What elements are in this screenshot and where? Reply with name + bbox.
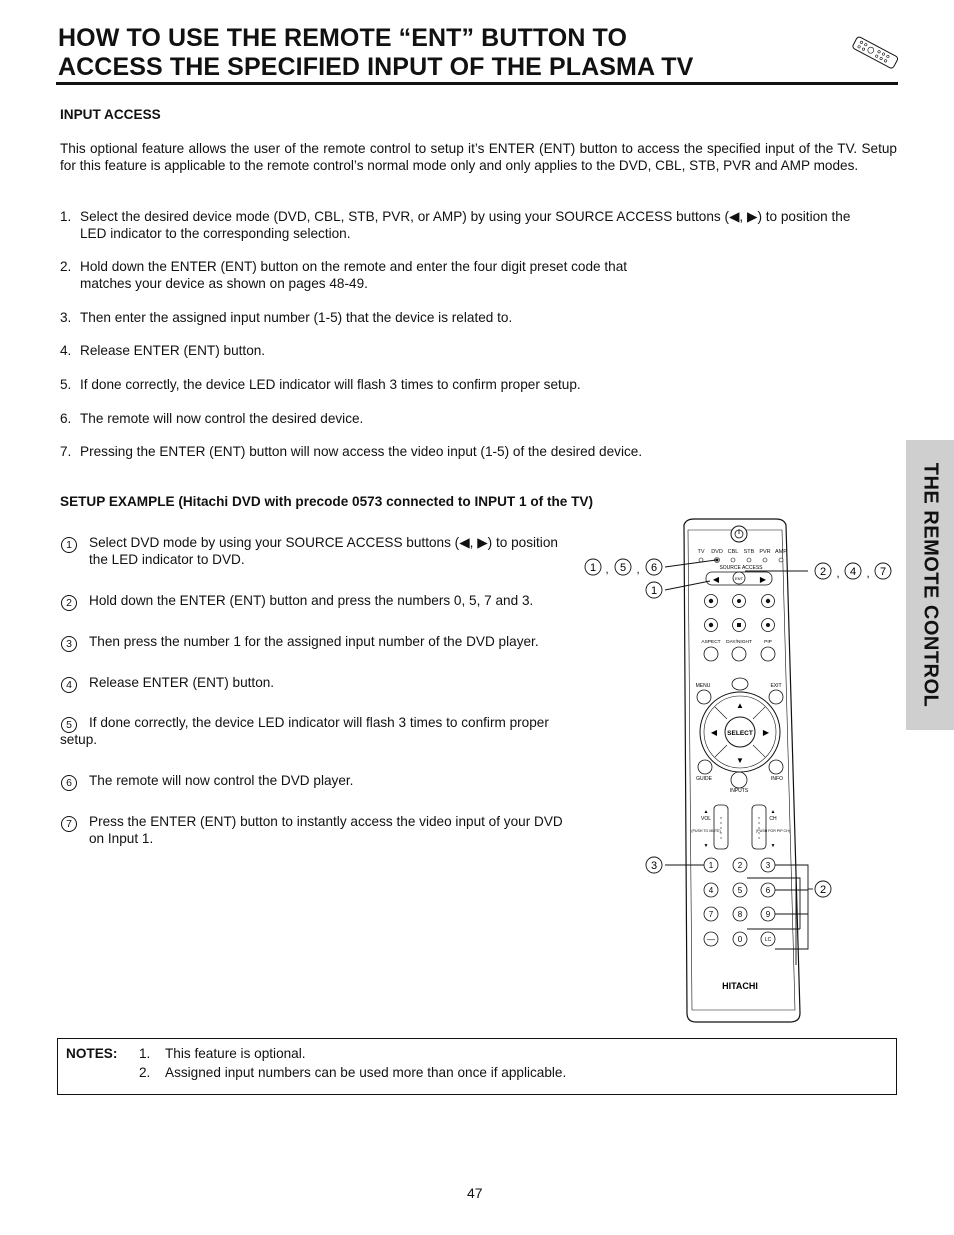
callout-badge: 7 xyxy=(879,566,887,578)
menu-label: MENU xyxy=(695,683,711,689)
step-badge: 3 xyxy=(61,636,77,652)
title-rule xyxy=(56,82,898,85)
vol-label: VOL xyxy=(700,816,712,822)
key-2: 2 xyxy=(737,861,743,870)
callout-badge: 4 xyxy=(849,566,857,578)
select-label: SELECT xyxy=(727,730,753,737)
list-item xyxy=(89,813,589,847)
step-text: Press the ENTER (ENT) button to instantly access the video input of your DVD xyxy=(89,814,563,829)
step-number: 1. xyxy=(60,209,72,224)
mode-label: PVR xyxy=(759,549,771,555)
remote-control-illustration xyxy=(575,515,905,1030)
callout-comma: , xyxy=(836,568,840,580)
svg-text:▲: ▲ xyxy=(770,809,776,815)
callout-badge: 3 xyxy=(650,860,658,872)
setup-example-heading: SETUP EXAMPLE (Hitachi DVD with precode 0573 connected to INPUT 1 of the TV) xyxy=(60,494,594,509)
mode-label: CBL xyxy=(727,549,739,555)
step-number: 7. xyxy=(60,444,72,459)
step-text: Pressing the ENTER (ENT) button will now access the video input (1-5) of the desired device. xyxy=(80,444,643,459)
vol-sublabel: (PUSH TO MUTE) xyxy=(691,829,721,833)
brand-logo: HITACHI xyxy=(722,981,758,991)
key-0: 0 xyxy=(737,935,743,944)
step-text: If done correctly, the device LED indicator will flash 3 times to confirm proper setup. xyxy=(80,377,581,392)
list-item xyxy=(60,443,900,460)
list-item xyxy=(60,309,900,326)
svg-text:◀: ◀ xyxy=(710,728,718,737)
mode-label: DVD xyxy=(711,549,723,555)
key-1: 1 xyxy=(708,861,714,870)
title-line-1: HOW TO USE THE REMOTE “ENT” BUTTON TO xyxy=(58,24,627,52)
step-number: 2. xyxy=(60,259,72,274)
svg-text:▼: ▼ xyxy=(736,756,744,765)
key-7: 7 xyxy=(708,910,714,919)
step-text-cont: on Input 1. xyxy=(89,831,154,846)
step-badge: 5 xyxy=(61,717,77,733)
day-night-label: DAY/NIGHT xyxy=(726,640,752,645)
input-access-intro: This optional feature allows the user of the remote control to setup it’s ENTER (ENT) button to access the specified input of the TV. Setup for this feature is applicable to the remote control’s normal mode only and only applies to the DVD, CBL, STB, PVR and AMP modes. xyxy=(60,141,897,173)
notes-box xyxy=(57,1038,897,1095)
key-8: 8 xyxy=(737,910,743,919)
note-text: Assigned input numbers can be used more than once if applicable. xyxy=(165,1065,567,1080)
step-text: Select the desired device mode (DVD, CBL, STB, PVR, or AMP) by using your SOURCE ACCESS buttons (◀, ▶) to position the xyxy=(80,209,851,224)
step-text-cont: LED indicator to the corresponding selection. xyxy=(80,226,351,241)
step-text: The remote will now control the DVD player. xyxy=(89,773,354,788)
list-item xyxy=(60,376,900,393)
key-5: 5 xyxy=(737,886,743,895)
callout-badge: 1 xyxy=(650,585,658,597)
key-6: 6 xyxy=(765,886,771,895)
step-text: Release ENTER (ENT) button. xyxy=(80,343,266,358)
page-title xyxy=(58,24,693,82)
key-4: 4 xyxy=(708,886,714,895)
note-text: This feature is optional. xyxy=(165,1046,306,1061)
step-text: Hold down the ENTER (ENT) button on the remote and enter the four digit preset code that xyxy=(80,259,628,274)
key-9: 9 xyxy=(765,910,771,919)
step-text-cont: setup. xyxy=(60,732,98,747)
svg-text:▲: ▲ xyxy=(703,809,709,815)
remote-thumbnail-icon xyxy=(852,28,898,78)
step-text: If done correctly, the device LED indicator will flash 3 times to confirm proper xyxy=(89,715,549,730)
step-badge: 4 xyxy=(61,677,77,693)
callout-badge: 2 xyxy=(819,566,827,578)
step-text-cont: matches your device as shown on pages 48-49. xyxy=(80,276,368,291)
step-badge: 2 xyxy=(61,595,77,611)
ent-label: ENT xyxy=(735,576,743,581)
title-line-2: ACCESS THE SPECIFIED INPUT OF THE PLASMA TV xyxy=(58,53,694,81)
list-item xyxy=(60,208,900,242)
mode-label: STB xyxy=(743,549,755,555)
step-text: Hold down the ENTER (ENT) button and press the numbers 0, 5, 7 and 3. xyxy=(89,593,534,608)
step-text: The remote will now control the desired device. xyxy=(80,411,364,426)
key-lc: LC xyxy=(764,937,772,943)
svg-text:▶: ▶ xyxy=(762,728,770,737)
ch-label: CH xyxy=(769,816,777,822)
callout-badge: 2 xyxy=(819,884,827,896)
step-text-cont: the LED indicator to DVD. xyxy=(89,552,245,567)
callout-comma: , xyxy=(605,564,609,576)
exit-label: EXIT xyxy=(770,683,782,689)
callout-badge: 6 xyxy=(650,562,658,574)
step-text: Then press the number 1 for the assigned input number of the DVD player. xyxy=(89,634,539,649)
mode-label: TV xyxy=(697,549,705,555)
step-badge: 1 xyxy=(61,537,77,553)
step-text: Release ENTER (ENT) button. xyxy=(89,675,275,690)
section-side-tab xyxy=(906,440,954,730)
ch-sublabel: (PUSH FOR PIP CH) xyxy=(756,829,790,833)
step-number: 5. xyxy=(60,377,72,392)
svg-text:▼: ▼ xyxy=(703,843,709,849)
list-item xyxy=(60,342,900,359)
step-number: 4. xyxy=(60,343,72,358)
inputs-label: INPUTS xyxy=(729,788,749,794)
svg-text:◀: ◀ xyxy=(712,575,720,584)
source-access-label: SOURCE ACCESS xyxy=(719,565,763,571)
callout-badge: 1 xyxy=(589,562,597,574)
step-badge: 7 xyxy=(61,816,77,832)
guide-label: GUIDE xyxy=(696,776,712,782)
note-number: 2. xyxy=(139,1065,151,1080)
callout-comma: , xyxy=(636,564,640,576)
svg-text:▲: ▲ xyxy=(736,701,744,710)
page-number: 47 xyxy=(467,1185,483,1201)
callout-badge: 5 xyxy=(619,562,627,574)
list-item xyxy=(60,410,900,427)
step-text: Select DVD mode by using your SOURCE ACCESS buttons (◀, ▶) to position xyxy=(89,535,558,550)
svg-text:▼: ▼ xyxy=(770,843,776,849)
key-3: 3 xyxy=(765,861,771,870)
list-item xyxy=(60,258,900,292)
step-number: 6. xyxy=(60,411,72,426)
key-dash: — xyxy=(707,935,715,944)
notes-label: NOTES: xyxy=(66,1046,118,1061)
svg-text:▶: ▶ xyxy=(759,575,767,584)
side-tab-label: THE REMOTE CONTROL xyxy=(919,462,942,708)
callout-comma: , xyxy=(866,568,870,580)
mode-label: AMP xyxy=(775,549,787,555)
note-number: 1. xyxy=(139,1046,151,1061)
step-text: Then enter the assigned input number (1-5) that the device is related to. xyxy=(80,310,513,325)
pip-label: PIP xyxy=(764,640,772,645)
step-badge: 6 xyxy=(61,775,77,791)
aspect-label: ASPECT xyxy=(701,640,721,645)
step-number: 3. xyxy=(60,310,72,325)
info-label: INFO xyxy=(771,776,783,782)
input-access-heading: INPUT ACCESS xyxy=(60,107,161,122)
list-item xyxy=(89,534,589,568)
